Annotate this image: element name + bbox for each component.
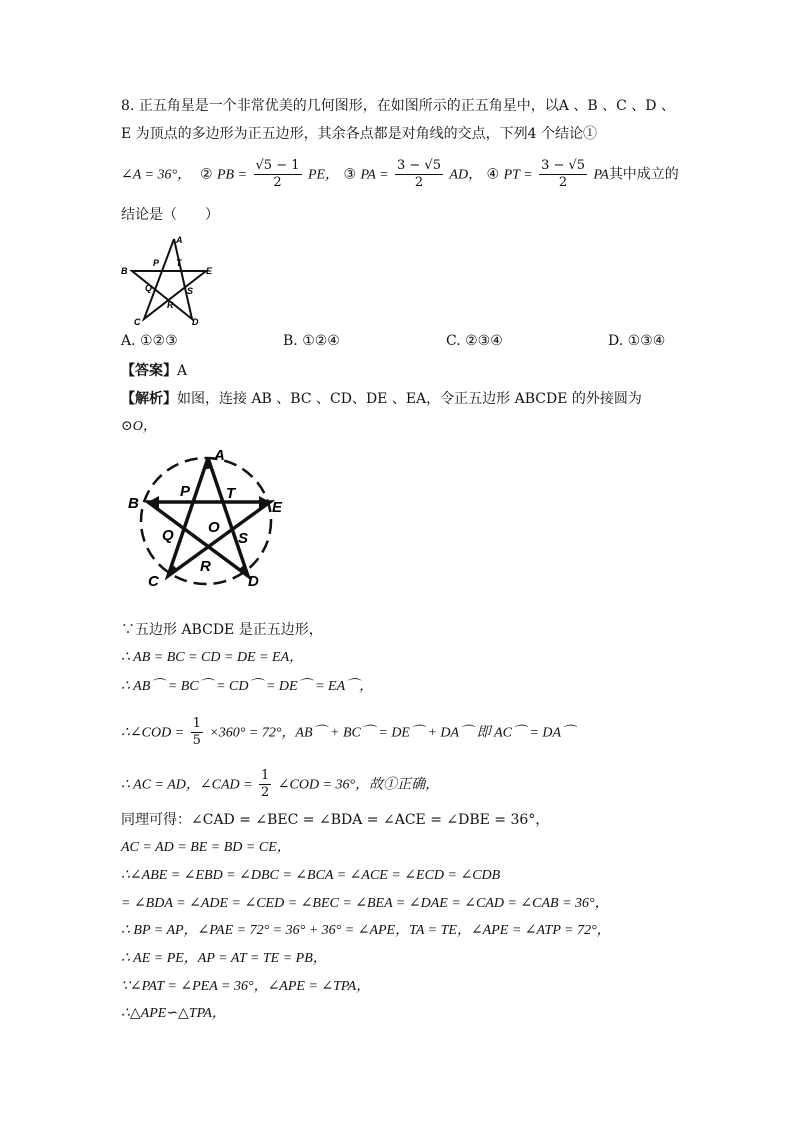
answer-line [121,361,187,381]
label-r-small: R [167,300,174,310]
analysis-step-11: ∴ AE = PE，AP = AT = TE = PB， [121,951,327,966]
analysis-step-6: 同理可得：∠CAD = ∠BEC = ∠BDA = ∠ACE = ∠DBE = 36°， [121,812,550,828]
conclusion-2-numerator: √5 − 1 [255,158,300,173]
label-b-large: B [128,495,139,512]
analysis-step-1: ∵五边形 ABCDE 是正五边形， [121,622,323,638]
question-text-2: E 为顶点的多边形为正五边形，其余各点都是对角线的交点，下列4 个结论① [121,126,598,142]
label-p-large: P [180,483,191,500]
analysis-step-5 [121,768,439,801]
label-p-small: P [153,258,160,268]
analysis-step-8: ∴∠ABE = ∠EBD = ∠DBC = ∠BCA = ∠ACE = ∠ECD = ∠CDB [121,868,501,883]
option-d[interactable]: D. ①③④ [608,333,666,349]
analysis-step-5-a: ∴ AC = AD，∠CAD = [121,777,253,793]
analysis-step-10: ∴ BP = AP，∠PAE = 72° = 36° + 36° = ∠APE，TA = TE，∠APE = ∠ATP = 72°， [121,923,611,938]
analysis-step-12: ∵∠PAT = ∠PEA = 36°，∠APE = ∠TPA， [121,979,371,994]
analysis-text-2: ⊙O， [121,419,157,434]
analysis-line-2 [121,416,157,437]
label-e-large: E [272,499,283,516]
label-s-large: S [238,530,249,547]
conclusion-4-numerator: 3 − √5 [541,158,586,173]
option-a[interactable]: A. ①②③ [121,333,178,349]
answer-value: A [177,363,188,379]
analysis-step-3: ∴ AB⌒ = BC⌒ = CD⌒ = DE⌒ = EA⌒， [121,679,374,694]
question-text-4: 结论是（ ） [121,207,219,223]
star-figure-small [118,233,218,325]
question-line-3 [121,158,679,191]
label-t-large: T [226,485,236,502]
conclusion-4-fraction [539,158,587,191]
conclusion-4-denominator: 2 [558,175,568,190]
question-line-1 [121,96,675,116]
conclusion-3-denominator: 2 [414,175,424,190]
label-a-small: A [176,235,183,245]
analysis-text-1: 如图，连接 AB 、BC 、CD、DE 、EA，令正五边形 ABCDE 的外接圆为 [177,391,642,407]
question-line-2 [121,124,597,144]
analysis-step-5-denominator: 2 [261,785,270,800]
analysis-step-5-b: ∠COD = 36°，故①正确， [277,777,440,793]
option-b[interactable]: B. ①②④ [283,333,340,349]
label-s-small: S [187,286,194,296]
label-d-large: D [248,573,259,590]
label-a-large: A [214,447,225,464]
question-number: 8. [121,98,135,114]
question-line-4 [121,205,219,225]
analysis-step-2: ∴ AB = BC = CD = DE = EA， [121,650,304,665]
analysis-step-4-b: ×360° = 72°，AB⌒ + BC⌒ = DE⌒ + DA⌒ 即 AC⌒ = DA⌒ [209,725,576,741]
star-figure-large [120,446,290,596]
label-q-small: Q [145,283,153,293]
label-e-small: E [206,266,213,276]
conclusion-2-lhs: PB = [217,167,248,183]
label-c-small: C [134,317,141,325]
question-text-1: 正五角星是一个非常优美的几何图形，在如图所示的正五角星中，以A 、B 、C 、D 、 [138,98,675,114]
conclusion-4-label: ④ [486,166,500,183]
conclusion-4-tail: 其中成立的 [608,166,679,183]
label-o-large: O [208,519,220,536]
analysis-step-5-fraction [259,768,271,801]
analysis-step-9: = ∠BDA = ∠ADE = ∠CED = ∠BEC = ∠BEA = ∠DAE = ∠CAD = ∠CAB = 36°， [121,896,609,911]
conclusion-3-lhs: PA = [360,167,389,183]
analysis-label: 【解析】 [121,391,177,407]
conclusion-4-lhs: PT = [503,167,533,183]
conclusion-2-denominator: 2 [273,175,282,190]
conclusion-2-fraction [254,158,302,191]
conclusion-3-numerator: 3 − √5 [396,158,441,173]
conclusion-3-fraction [395,158,443,191]
label-b-small: B [121,266,128,276]
conclusion-3-rhs: AD， [449,167,483,183]
conclusion-2-rhs: PE， [307,167,340,183]
analysis-step-5-numerator: 1 [261,768,270,783]
label-q-large: Q [162,527,174,544]
analysis-line-1 [121,389,642,409]
analysis-step-4-denominator: 5 [192,733,201,748]
label-r-large: R [200,558,211,575]
analysis-step-4-fraction [191,716,203,749]
conclusion-1: ∠A = 36°， [121,167,192,183]
analysis-step-4-numerator: 1 [192,716,201,731]
analysis-step-13: ∴△APE∽△TPA， [121,1006,226,1021]
label-d-small: D [192,317,199,325]
option-c[interactable]: C. ②③④ [446,333,503,349]
analysis-step-4-a: ∴∠COD = [121,725,185,741]
conclusion-4-rhs: PA [593,167,609,183]
conclusion-3-label: ③ [343,166,357,183]
conclusion-2-label: ② [199,166,213,183]
label-c-large: C [148,573,159,590]
analysis-step-4 [121,716,575,749]
label-t-small: T [176,258,182,268]
answer-label: 【答案】 [121,363,177,379]
analysis-step-7: AC = AD = BE = BD = CE， [121,840,291,855]
